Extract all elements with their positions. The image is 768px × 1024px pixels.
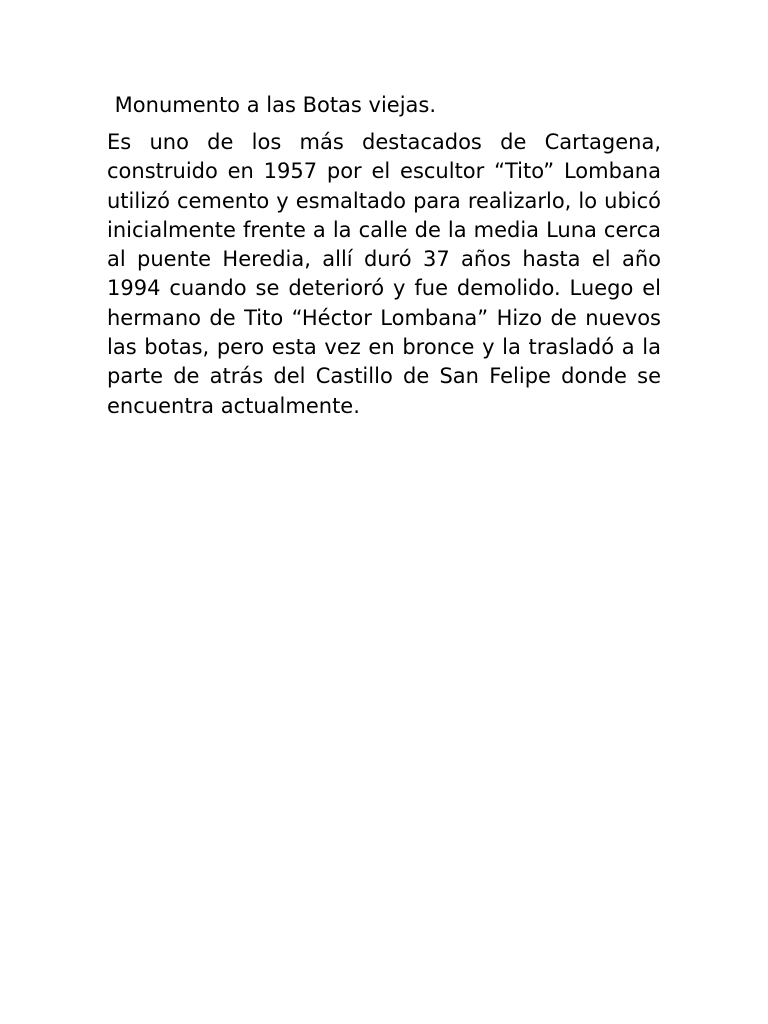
document-title: Monumento a las Botas viejas. [108, 93, 437, 117]
document-paragraph: Es uno de los más destacados de Cartagena, construido en 1957 por el escultor “Tito” Lombana utilizó cemento y esmaltado para realizarlo, lo ubicó inicialmente frente a la calle de la media Luna cerca al puente Heredia, allí duró 37 años hasta el año 1994 cuando se deterioró y fue demolido. Luego el hermano de Tito “Héctor Lombana” Hizo de nuevos las botas, pero esta vez en bronce y la trasladó a la parte de atrás del Castillo de San Felipe donde se encuentra actualmente. [107, 130, 661, 418]
